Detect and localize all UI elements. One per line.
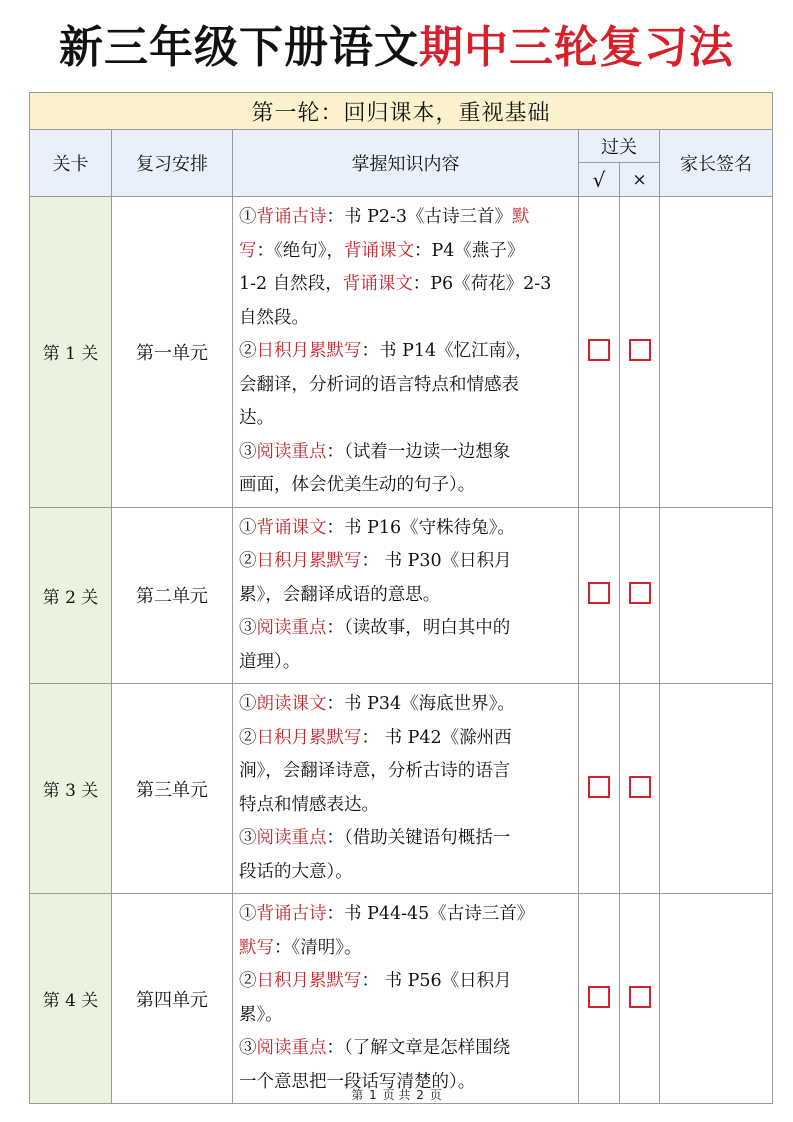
level-cell: 第 4 关 (30, 894, 112, 1104)
header-cross: × (620, 163, 660, 197)
content-text: ：《清明》。 (274, 937, 362, 958)
content-keyword: 日积月累默写 (256, 341, 362, 361)
title-part-1: 新三年级下册语文 (59, 22, 419, 73)
fail-checkbox[interactable] (629, 339, 651, 361)
fail-checkbox-cell (620, 507, 660, 684)
content-line (239, 898, 572, 932)
content-text: ： 书 P42《滁州西 (361, 727, 512, 748)
header-check: √ (579, 163, 620, 197)
content-keyword: 背诵课文 (344, 240, 414, 261)
content-text: 道理）。 (239, 651, 301, 672)
level-cell: 第 1 关 (30, 197, 112, 508)
table-row (30, 894, 773, 1104)
fail-checkbox[interactable] (629, 986, 651, 1008)
content-text: 会翻译，分析词的语言特点和情感表 (239, 374, 519, 395)
content-keyword: 背诵古诗 (256, 207, 327, 227)
content-line (239, 612, 572, 646)
table-row (30, 684, 773, 894)
content-line (239, 789, 572, 823)
content-text: ③ (239, 618, 257, 638)
content-line (239, 856, 572, 890)
content-cell (233, 197, 579, 508)
content-keyword: 写 (239, 240, 257, 261)
content-text: ：P6《荷花》2-3 (412, 274, 552, 294)
fail-checkbox[interactable] (629, 776, 651, 798)
level-cell: 第 3 关 (30, 684, 112, 894)
content-keyword: 阅读重点 (256, 828, 327, 848)
content-text: ：（借助关键语句概括一 (326, 828, 511, 848)
pass-checkbox-cell (579, 197, 620, 508)
parent-sign-cell[interactable] (660, 197, 773, 508)
content-text: ① (239, 694, 257, 714)
content-line (239, 335, 572, 369)
header-content: 掌握知识内容 (233, 130, 579, 197)
unit-cell: 第三单元 (112, 684, 233, 894)
round-title: 第一轮：回归课本，重视基础 (30, 93, 773, 130)
content-text: ：（试着一边读一边想象 (326, 441, 511, 462)
content-text: ：书 P16《守株待兔》。 (326, 517, 515, 538)
content-text: ：书 P44-45《古诗三首》 (326, 904, 535, 924)
content-text: ： 书 P30《日积月 (361, 551, 512, 571)
content-line (239, 268, 572, 302)
content-text: ：（了解文章是怎样围绕 (326, 1038, 511, 1058)
content-text: ③ (239, 828, 257, 848)
content-line (239, 579, 572, 613)
review-plan-table (29, 92, 773, 1104)
pass-checkbox-cell (579, 507, 620, 684)
content-text: 1-2 自然段， (239, 274, 343, 294)
page-total: 2 (416, 1088, 424, 1102)
pass-checkbox-cell (579, 684, 620, 894)
content-text: ① (239, 904, 257, 924)
content-text: ② (239, 971, 257, 991)
table-row (30, 197, 773, 508)
pass-checkbox[interactable] (588, 776, 610, 798)
content-keyword: 默写 (239, 937, 274, 958)
pass-checkbox[interactable] (588, 986, 610, 1008)
content-keyword: 阅读重点 (256, 441, 327, 462)
content-line (239, 369, 572, 403)
content-text: ：《绝句》， (256, 240, 344, 261)
content-text: 一个意思把一段话写清楚的）。 (239, 1071, 476, 1092)
content-keyword: 日积月累默写 (256, 551, 362, 571)
content-keyword: 背诵课文 (342, 274, 413, 294)
content-keyword: 背诵古诗 (256, 904, 327, 924)
content-text: ③ (239, 1038, 257, 1058)
content-keyword: 朗读课文 (256, 694, 327, 714)
content-text: 画面，体会优美生动的句子）。 (239, 475, 476, 495)
content-text: 累》，会翻译成语的意思。 (239, 584, 441, 605)
content-line (239, 999, 572, 1033)
pass-checkbox[interactable] (588, 339, 610, 361)
fail-checkbox-cell (620, 684, 660, 894)
content-text: ：（读故事，明白其中的 (326, 618, 511, 638)
title-part-2: 期中三轮复习法 (419, 22, 734, 73)
content-line (239, 512, 572, 546)
parent-sign-cell[interactable] (660, 894, 773, 1104)
content-text: 达。 (239, 408, 274, 428)
page-title (0, 18, 793, 78)
level-cell: 第 2 关 (30, 507, 112, 684)
content-line (239, 402, 572, 436)
content-text: ② (239, 551, 257, 571)
content-line (239, 822, 572, 856)
content-text: 特点和情感表达。 (239, 794, 379, 815)
content-cell (233, 684, 579, 894)
pass-checkbox-cell (579, 894, 620, 1104)
content-keyword: 日积月累默写 (256, 971, 362, 991)
content-text: ： 书 P56《日积月 (361, 971, 512, 991)
content-text: ① (239, 207, 257, 227)
content-line (239, 965, 572, 999)
parent-sign-cell[interactable] (660, 684, 773, 894)
content-text: 自然段。 (239, 307, 309, 328)
page-number: 1 (369, 1088, 377, 1102)
parent-sign-cell[interactable] (660, 507, 773, 684)
table-row (30, 507, 773, 684)
content-cell (233, 894, 579, 1104)
content-text: ：书 P2-3《古诗三首》 (326, 207, 513, 227)
fail-checkbox[interactable] (629, 582, 651, 604)
content-line (239, 436, 572, 470)
pass-checkbox[interactable] (588, 582, 610, 604)
content-keyword: 阅读重点 (256, 618, 327, 638)
header-pass: 过关 (579, 130, 660, 163)
content-cell (233, 507, 579, 684)
content-line (239, 755, 572, 789)
content-line (239, 235, 572, 269)
header-level: 关卡 (30, 130, 112, 197)
content-line (239, 688, 572, 722)
page-footer: 第 1 页 共 2 页 (351, 1088, 442, 1102)
fail-checkbox-cell (620, 197, 660, 508)
header-arrangement: 复习安排 (112, 130, 233, 197)
content-text: ② (239, 727, 257, 748)
content-line (239, 722, 572, 756)
content-keyword: 阅读重点 (256, 1038, 327, 1058)
content-line (239, 545, 572, 579)
unit-cell: 第一单元 (112, 197, 233, 508)
content-line (239, 302, 572, 336)
content-text: ：书 P14《忆江南》， (361, 341, 533, 361)
content-text: 涧》，会翻译诗意，分析古诗的语言 (239, 761, 511, 781)
unit-cell: 第四单元 (112, 894, 233, 1104)
content-line (239, 469, 572, 503)
content-text: ：P4《燕子》 (414, 240, 525, 261)
content-line (239, 1032, 572, 1066)
content-line (239, 932, 572, 966)
content-line (239, 201, 572, 235)
content-keyword: 背诵课文 (256, 517, 327, 538)
content-line (239, 646, 572, 680)
content-text: ① (239, 517, 257, 538)
content-text: ② (239, 341, 257, 361)
content-text: ：书 P34《海底世界》。 (326, 694, 515, 714)
unit-cell: 第二单元 (112, 507, 233, 684)
content-keyword: 日积月累默写 (256, 727, 362, 748)
content-keyword: 默 (512, 207, 530, 227)
fail-checkbox-cell (620, 894, 660, 1104)
header-parent-sign: 家长签名 (660, 130, 773, 197)
content-text: 累》。 (239, 1004, 283, 1025)
content-text: 段话的大意）。 (239, 861, 353, 882)
content-text: ③ (239, 441, 257, 462)
